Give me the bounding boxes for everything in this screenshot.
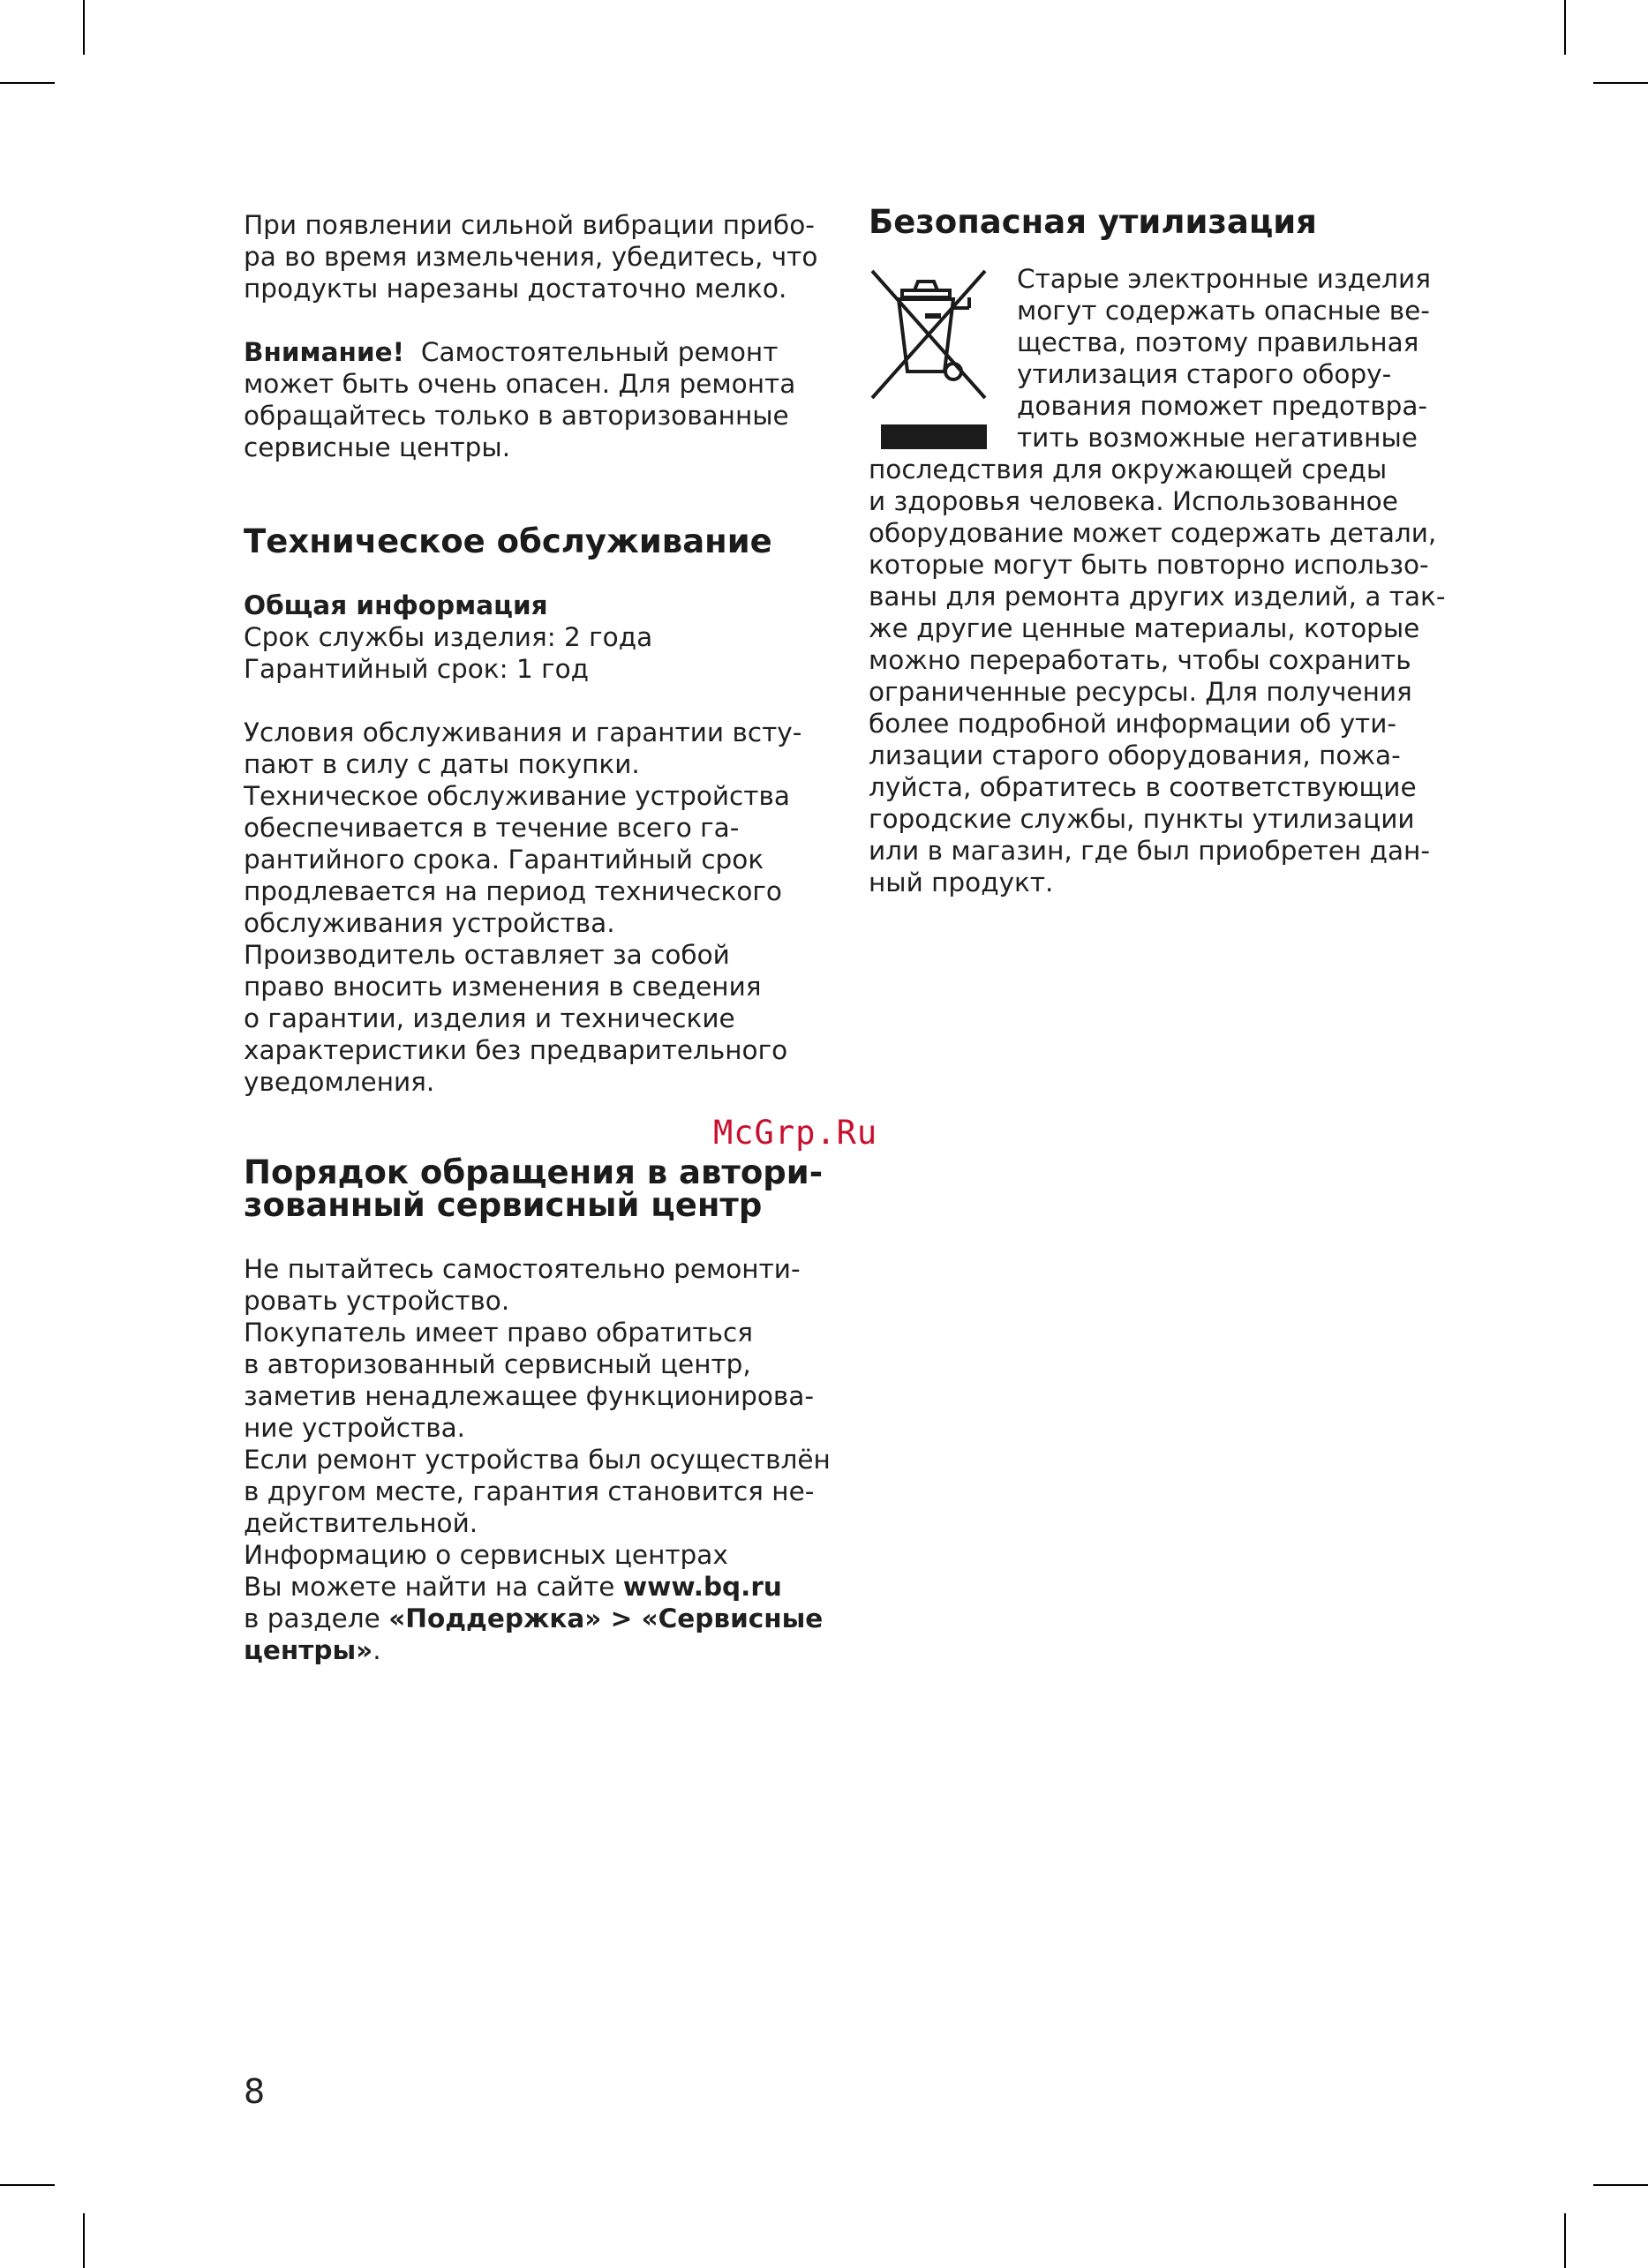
crop-mark — [0, 2184, 55, 2186]
crop-mark — [1593, 2184, 1648, 2186]
vibration-paragraph: При появлении сильной вибрации прибо- ра во время измельчения, убедитесь, что продукты нарезаны достаточно мелко. — [244, 210, 818, 304]
service-life: Срок службы изделия: 2 года — [244, 622, 653, 652]
crop-mark — [83, 2213, 85, 2268]
procedure-heading: Порядок обращения в автори- зованный сервисный центр — [244, 1153, 824, 1224]
support-section-name: «Поддержка» > «Сервисные — [388, 1603, 824, 1633]
disposal-heading: Безопасная утилизация — [869, 203, 1317, 241]
general-info-title: Общая информация — [244, 590, 548, 620]
disposal-block: Старые электронные изделия могут содержать опасные ве- щества, поэтому правильная утилизация старого обору- дования поможет предотвра- тить возможные негативные последствия для окружающей среды и здоровья человека. Использованное оборудование может содержать детали, которые могут быть повторно использо- ваны для ремонта других изделий, а так- же другие ценные материалы, которые можно переработать, чтобы сохранить ограниченные ресурсы. Для получения более подробной информации об ути- лизации старого оборудования, пожа- луйста, обратитесь в соответствующие городские службы, пункты утилизации или в магазин, где был приобретен дан- ный продукт. — [869, 264, 1446, 897]
left-column — [244, 209, 844, 1666]
warning-label: Внимание! — [244, 337, 405, 367]
site-url: www.bq.ru — [622, 1572, 782, 1602]
procedure-paragraph: Не пытайтесь самостоятельно ремонти- ровать устройство. Покупатель имеет право обратиться в авторизованный сервисный центр, заметив ненадлежащее функционирова- ние устройства. Если ремонт устройства был осуществлён в другом месте, гарантия становится не- действительной. Информацию о сервисных центрах Вы можете найти на сайте www.bq.ru в разделе «Поддержка» > «Сервисные центры». — [244, 1254, 831, 1665]
general-info — [244, 590, 844, 685]
conditions-paragraph: Условия обслуживания и гарантии всту- пают в силу с даты покупки. Техническое обслуживание устройства обеспечивается в течение всего га- рантийного срока. Гарантийный срок продлевается на период технического обслуживания устройства. Производитель оставляет за собой право вносить изменения в сведения о гарантии, изделия и технические характеристики без предварительного уведомления. — [244, 717, 802, 1097]
crop-mark — [1593, 82, 1648, 84]
warning-paragraph: Внимание! Самостоятельный ремонт может быть очень опасен. Для ремонта обращайтесь только в авторизованные сервисные центры. — [244, 337, 796, 462]
crop-mark — [1564, 0, 1566, 55]
crop-mark — [1564, 2213, 1566, 2268]
crop-mark — [0, 82, 55, 84]
crop-mark — [83, 0, 85, 55]
page-number: 8 — [244, 2072, 266, 2111]
right-column — [869, 203, 1469, 898]
maintenance-heading: Техническое обслуживание — [244, 522, 772, 560]
crossed-out-wheelie-bin-icon — [869, 267, 992, 453]
warranty-period: Гарантийный срок: 1 год — [244, 654, 590, 684]
watermark: McGrp.Ru — [713, 1114, 878, 1152]
